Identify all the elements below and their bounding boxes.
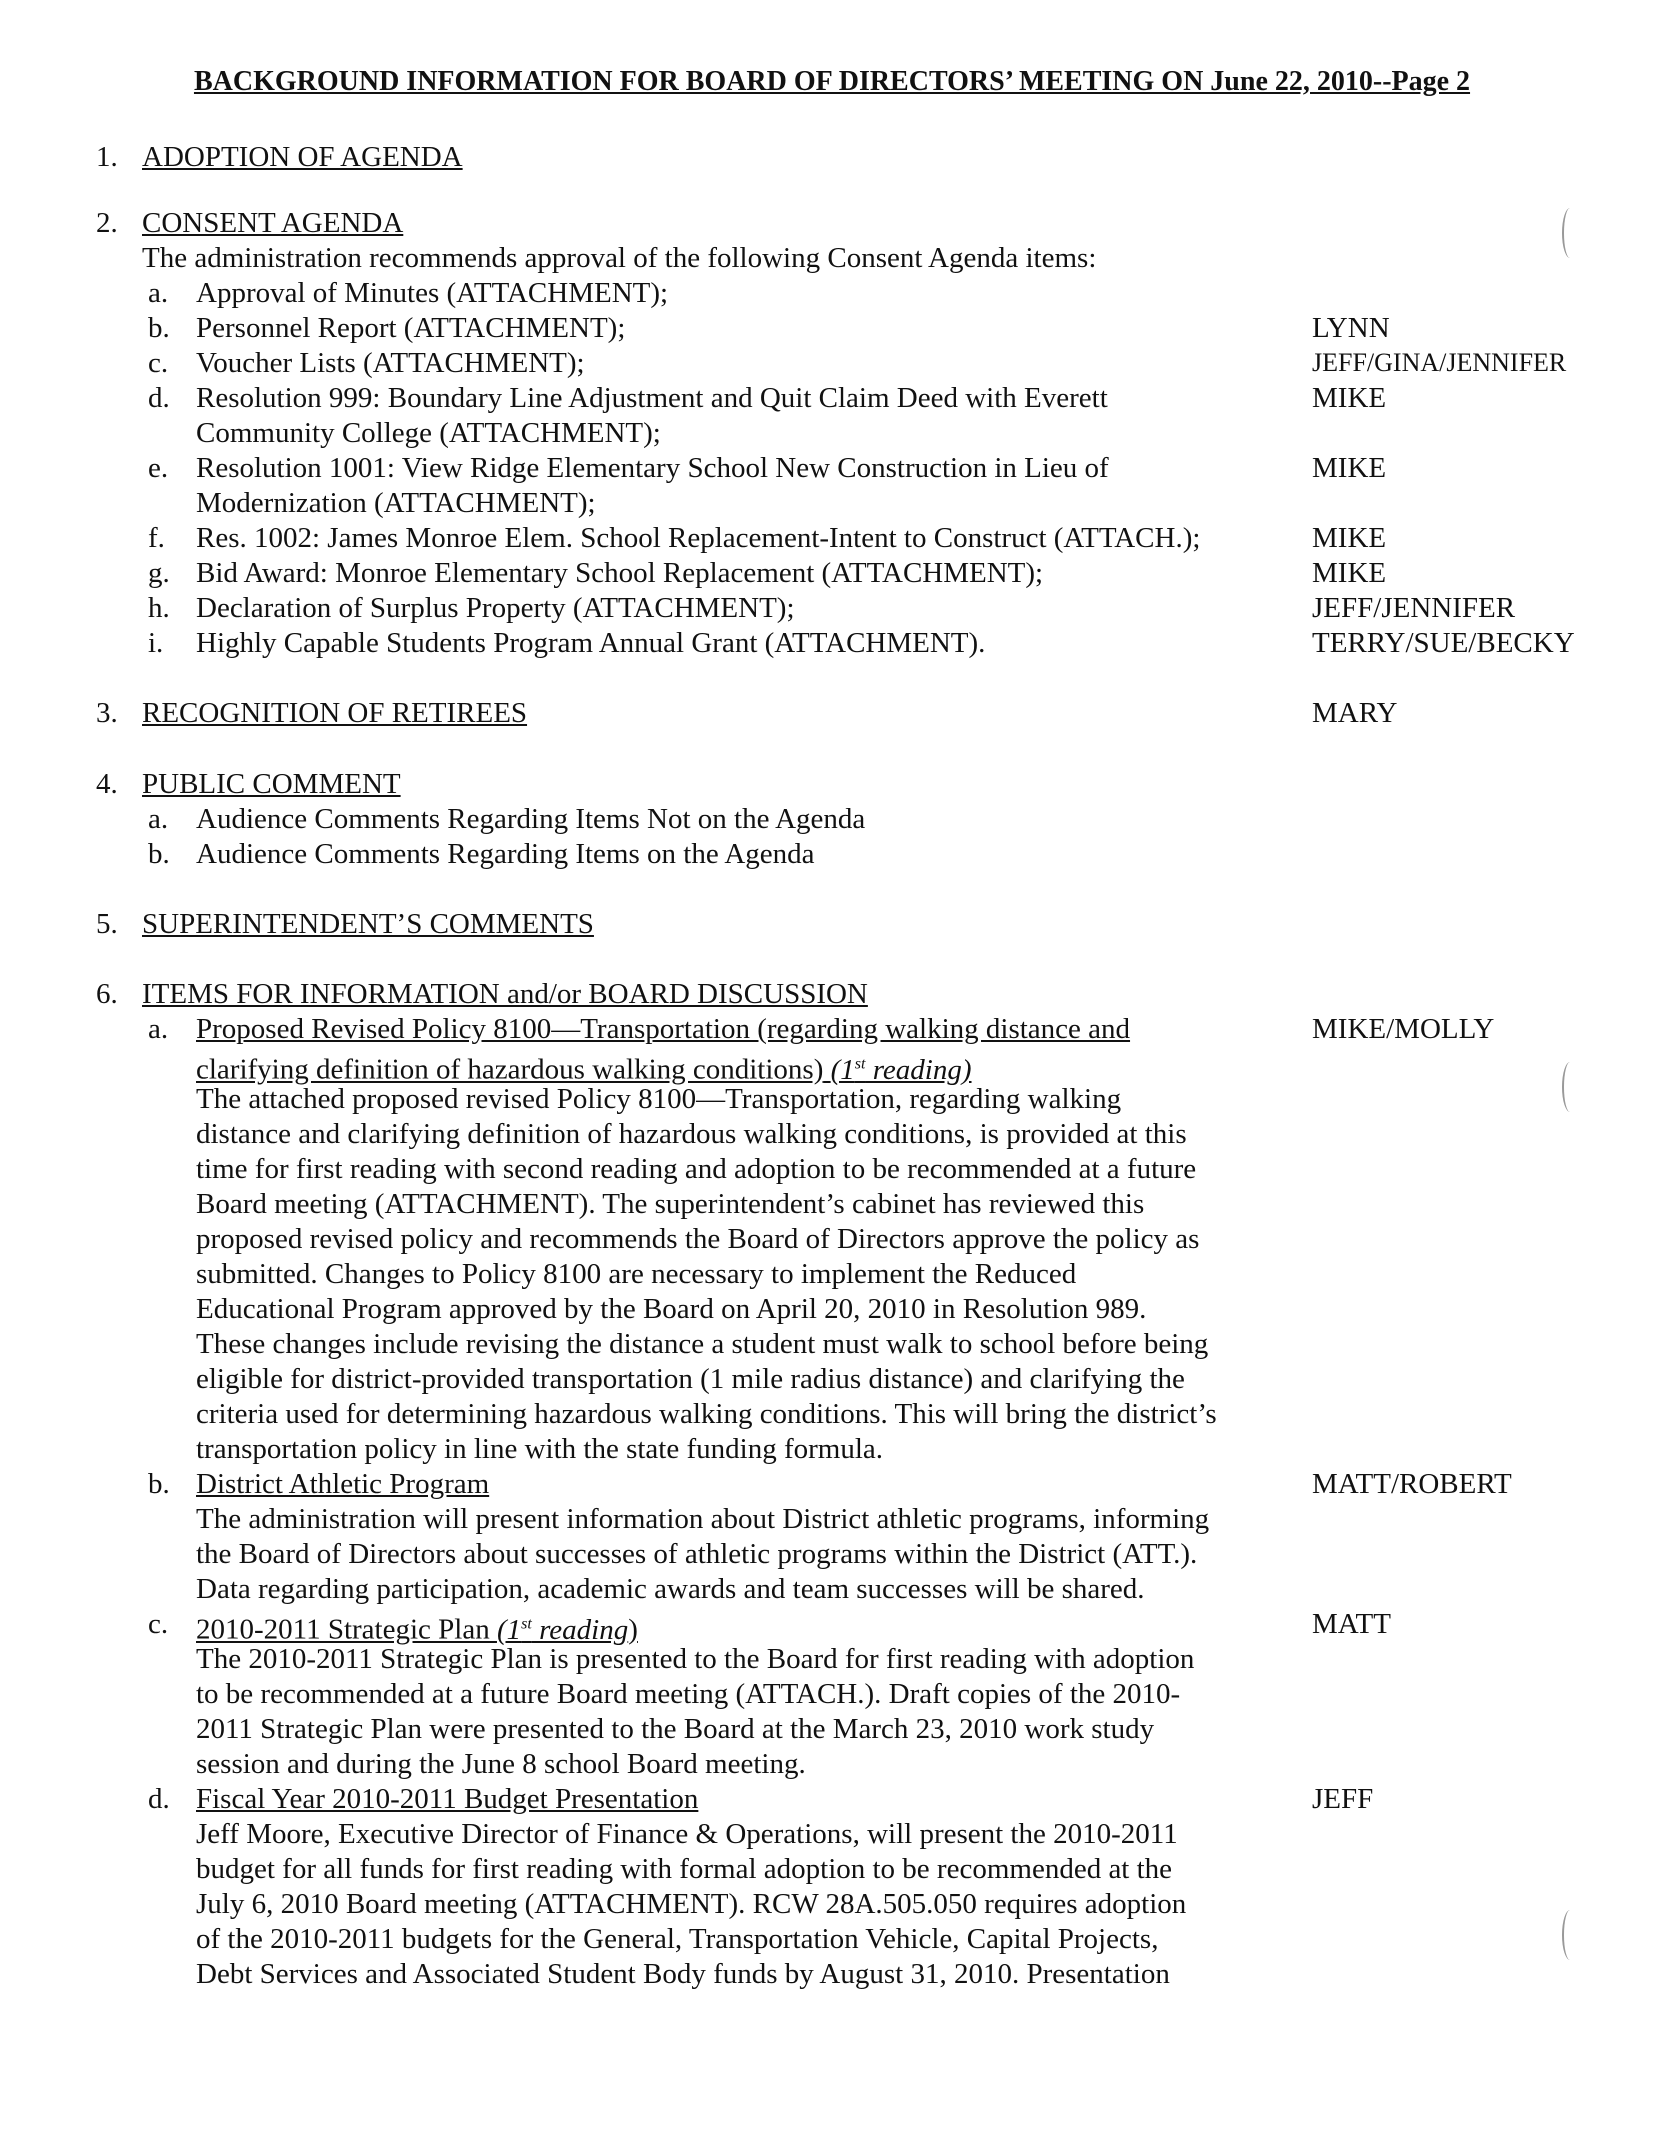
responsible: JEFF	[1312, 1783, 1374, 1815]
responsible: JEFF/GINA/JENNIFER	[1312, 348, 1567, 377]
section-title: ITEMS FOR INFORMATION and/or BOARD DISCUSSION	[142, 978, 868, 1010]
responsible: JEFF/JENNIFER	[1312, 592, 1516, 624]
section-number: 2.	[96, 207, 118, 239]
responsible: MIKE	[1312, 522, 1387, 554]
document-page: BACKGROUND INFORMATION FOR BOARD OF DIRECTORS’ MEETING ON June 22, 2010--Page 2 1. ADOPTION OF AGENDA 2. CONSENT AGENDA The administration recommends approval of the following Consent Agenda items: a. Approval of Minutes (ATTACHMENT); b. Personnel Report (ATTACHMENT); LYNN c. Voucher Lists (ATTACHMENT); JEFF/GINA/JENNIFER d. Resolution 999: Boundary Line Adjustment and Quit Claim Deed with Everett MIKE Community College (ATTACHMENT); e. Resolution 1001: View Ridge Elementary School New Construction in Lieu of MIKE Modernization (ATTACHMENT); f. Res. 1002: James Monroe Elem. School Replacement-Intent to Construct (ATTACH.); MIKE g. Bid Award: Monroe Elementary School Replacement (ATTACHMENT); MIKE h. Declaration of Surplus Property (ATTACHMENT); JEFF/JENNIFER i. Highly Capable Students Program Annual Grant (ATTACHMENT). TERRY/SUE/BECKY 3. RECOGNITION OF RETIREES MARY 4. PUBLIC COMMENT a. Audience Comments Regarding Items Not on the Agenda b. Audience Comments Regarding Items on the Agenda 5. SUPERINTENDENT’S COMMENTS 6. ITEMS FOR INFORMATION and/or BOARD DISCUSSION a. Proposed Revised Policy 8100—Transportation (regarding walking distance and MIKE/MOLLY clarifying definition of hazardous walking conditions) (1st reading) The attached proposed revised Policy 8100—Transportation, regarding walking distance and clarifying definition of hazardous walking conditions, is provided at this time for first reading with second reading and adoption to be recommended at a future Board meeting (ATTACHMENT). The superintendent’s cabinet has reviewed this proposed revised policy and recommends the Board of Directors approve the policy as submitted. Changes to Policy 8100 are necessary to implement the Reduced Educational Program approved by the Board on April 20, 2010 in Resolution 989. These changes include revising the distance a student must walk to school before being eligible for district-provided transportation (1 mile radius distance) and clarifying the criteria used for determining hazardous walking conditions. This will bring the district’s transportation policy in line with the state funding formula. b. District Athletic Program MATT/ROBERT The administration will present information about District athletic programs, informing the Board of Directors about successes of athletic programs within the District (ATT.). Data regarding participation, academic awards and team successes will be shared. c. 2010-2011 Strategic Plan (1st reading) MATT The 2010-2011 Strategic Plan is presented to the Board for first reading with adoption to be recommended at a future Board meeting (ATTACH.). Draft copies of the 2010- 2011 Strategic Plan were presented to the Board at the March 23, 2010 work study session and during the June 8 school Board meeting. d. Fiscal Year 2010-2011 Budget Presentation JEFF Jeff Moore, Executive Director of Finance & Operations, will present the 2010-2011 budget for all funds for first reading with formal adoption to be recommended at the July 6, 2010 Board meeting (ATTACHMENT). RCW 28A.505.050 requires adoption of the 2010-2011 budgets for the General, Transportation Vehicle, Capital Projects, Debt Services and Associated Student Body funds by August 31, 2010. Presentation	[0, 0, 1664, 2144]
punch-hole-mark	[1562, 1062, 1578, 1112]
responsible: MARY	[1312, 697, 1398, 729]
responsible: MIKE	[1312, 452, 1387, 484]
section-number: 1.	[96, 141, 118, 173]
section-number: 3.	[96, 697, 118, 729]
section-title: CONSENT AGENDA	[142, 207, 404, 239]
responsible: MIKE	[1312, 382, 1387, 414]
section-number: 5.	[96, 908, 118, 940]
section-title: PUBLIC COMMENT	[142, 768, 401, 800]
responsible: MIKE	[1312, 557, 1387, 589]
responsible: MATT	[1312, 1608, 1391, 1640]
responsible: TERRY/SUE/BECKY	[1312, 627, 1575, 659]
section-title: SUPERINTENDENT’S COMMENTS	[142, 908, 594, 940]
section-number: 6.	[96, 978, 118, 1010]
page-title: BACKGROUND INFORMATION FOR BOARD OF DIRECTORS’ MEETING ON June 22, 2010--Page 2	[193, 66, 1471, 97]
punch-hole-mark	[1562, 1910, 1578, 1960]
responsible: MIKE/MOLLY	[1312, 1013, 1495, 1045]
section-number: 4.	[96, 768, 118, 800]
responsible: LYNN	[1312, 312, 1390, 344]
punch-hole-mark	[1562, 208, 1578, 258]
section-title: RECOGNITION OF RETIREES	[142, 697, 528, 729]
section-title: ADOPTION OF AGENDA	[142, 141, 463, 173]
responsible: MATT/ROBERT	[1312, 1468, 1512, 1500]
